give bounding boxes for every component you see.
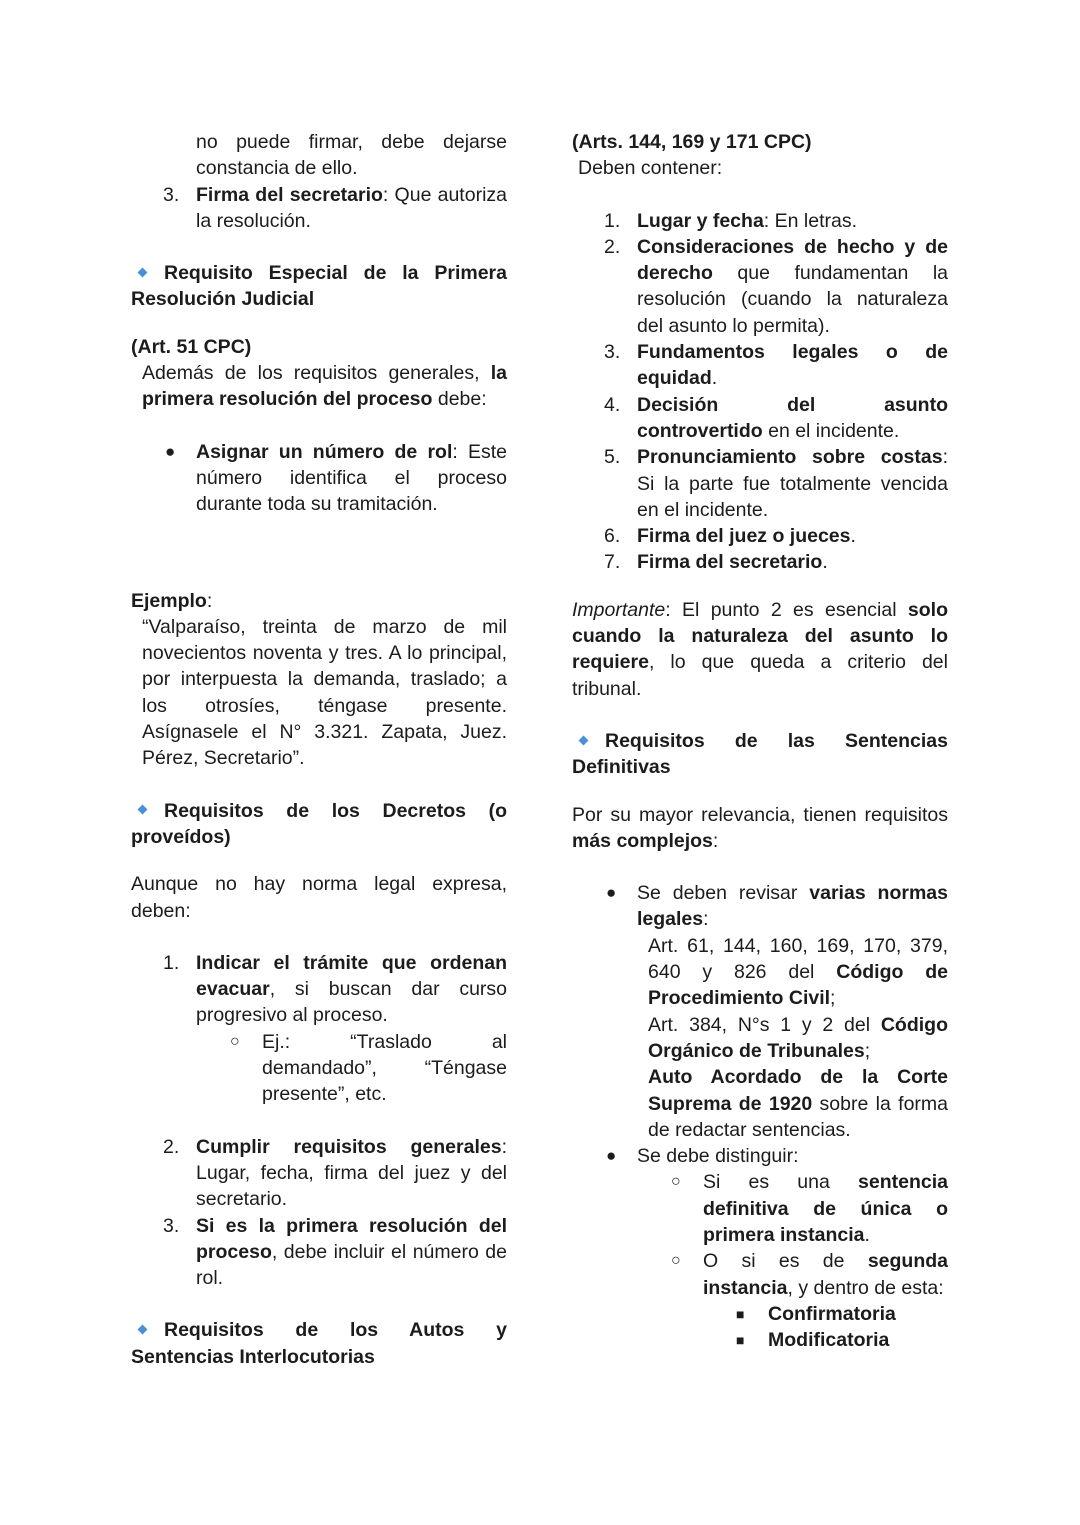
list-item-text: : Que autoriza la resolución. <box>196 183 507 232</box>
text: : <box>712 829 719 852</box>
decretos-intro: Aunque no hay norma legal expresa, deben: <box>131 873 507 922</box>
list-number: 3. <box>163 183 180 206</box>
square-bullet-icon: ■ <box>736 1305 745 1322</box>
text: . <box>864 1223 870 1246</box>
text: : <box>703 908 709 931</box>
diamond-bullet-icon <box>138 805 148 815</box>
sub-list-item <box>572 1248 948 1301</box>
bold-text: Confirmatoria <box>768 1302 896 1325</box>
bold-text: la primera resolución del proceso <box>142 362 507 411</box>
text: ; <box>830 987 836 1010</box>
list-item <box>572 234 948 339</box>
list-item <box>572 549 948 575</box>
list-number: 4. <box>604 393 621 416</box>
article-reference: (Arts. 144, 169 y 171 CPC) <box>572 131 812 153</box>
list-item <box>572 339 948 392</box>
bold-text: más complejos <box>572 829 713 852</box>
diamond-bullet-icon <box>579 735 589 745</box>
italic-label: Importante <box>572 598 666 621</box>
list-number: 1. <box>604 209 621 232</box>
section-heading-definitivas <box>572 728 948 781</box>
example-text: “Valparaíso, treinta de marzo de mil novecientos noventa y tres. A lo principal, por interpuesta la demanda, traslado; a los otrosíes, téngase presente. Asígnasele el N° 3.321. Zapata, Juez. Pérez, Secretario”. <box>142 615 507 770</box>
text: O si es de <box>703 1250 868 1273</box>
text: debe: <box>432 388 487 411</box>
deben-contener: Deben contener: <box>578 157 723 180</box>
list-item-text: : Lugar, fecha, firma del juez y del secretario. <box>196 1135 507 1211</box>
bullet-icon: ● <box>606 1146 617 1166</box>
list-item-bold: Firma del secretario <box>196 183 383 206</box>
example-label <box>131 588 507 614</box>
text: Art. 384, N°s 1 y 2 del <box>648 1013 881 1036</box>
list-item-text: en el incidente. <box>762 419 900 442</box>
diamond-bullet-icon <box>138 1325 148 1335</box>
cpc-reference <box>637 933 948 1012</box>
list-item-bold: Firma del secretario <box>637 551 823 574</box>
text: Por su mayor relevancia, tienen requisitos <box>572 803 948 826</box>
left-column <box>131 129 507 1370</box>
list-number: 7. <box>604 551 621 574</box>
section-heading-decretos <box>131 798 507 851</box>
list-number: 2. <box>604 235 621 258</box>
bold-text: Modificatoria <box>768 1329 890 1352</box>
text: , lo que queda a criterio del tribunal. <box>572 651 948 700</box>
list-item-bold: Cumplir requisitos generales <box>196 1135 502 1158</box>
list-number: 1. <box>163 951 180 974</box>
bold-text: varias normas legales <box>637 882 949 931</box>
list-number: 3. <box>604 341 621 364</box>
list-item-bold: Indicar el trámite que ordenan evacuar <box>196 951 507 1001</box>
text: : El punto 2 es esencial <box>665 598 908 621</box>
paragraph <box>131 360 507 413</box>
firma-juez-continuation: no puede firmar, debe dejarse constancia de ello. <box>196 131 507 180</box>
list-item-bold: Lugar y fecha <box>637 209 764 232</box>
circle-bullet-icon: ○ <box>671 1252 681 1270</box>
heading-text: Requisito Especial de la Primera Resolución Judicial <box>131 262 507 311</box>
bold-text: segunda instancia <box>703 1250 948 1299</box>
list-item <box>572 208 948 234</box>
list-item <box>572 444 948 523</box>
list-item <box>572 523 948 549</box>
bold-text: Código Orgánico de Tribunales <box>648 1013 948 1062</box>
list-item-text: : Este número identifica el proceso durante toda su tramitación. <box>196 440 508 516</box>
text: Se deben revisar <box>637 882 810 905</box>
list-item-bold: Si es la primera resolución del proceso <box>196 1214 507 1263</box>
list-item-bold: Consideraciones de hecho y de derecho <box>637 235 948 285</box>
heading-text: Requisitos de los Autos y Sentencias Interlocutorias <box>131 1319 507 1368</box>
section-heading-primera-resolucion <box>131 260 507 313</box>
right-column <box>572 129 948 1353</box>
article-reference: (Art. 51 CPC) <box>131 335 252 358</box>
sub-list-item <box>131 1029 507 1108</box>
list-item <box>131 1213 507 1292</box>
text: Además de los requisitos generales, <box>142 362 491 385</box>
circle-bullet-icon: ○ <box>230 1032 240 1050</box>
list-number: 2. <box>163 1135 180 1158</box>
sub-sub-list-item <box>572 1327 948 1353</box>
text: , y dentro de esta: <box>787 1276 944 1299</box>
sub-list-text: Ej.: “Traslado al demandado”, “Téngase presente”, etc. <box>262 1030 507 1106</box>
list-item <box>131 439 507 518</box>
list-item <box>131 1134 507 1213</box>
bullet-icon: ● <box>165 441 176 461</box>
bold-text: sentencia definitiva de única o primera instancia <box>703 1171 948 1246</box>
bold-text: Código de Procedimiento Civil <box>648 961 949 1010</box>
list-number: 6. <box>604 525 621 548</box>
list-item-text: : Si la parte fue totalmente vencida en el incidente. <box>637 446 948 521</box>
heading-text: Requisitos de las Sentencias Definitivas <box>572 729 948 779</box>
heading-text: Requisitos de los Decretos (o proveídos) <box>131 799 507 848</box>
text: Se debe distinguir: <box>637 1145 799 1168</box>
sub-sub-list-item <box>572 1301 948 1327</box>
diamond-bullet-icon <box>138 268 148 278</box>
text: : <box>206 589 213 612</box>
list-item-text: . <box>822 551 828 574</box>
list-item-bold: Asignar un número de rol <box>196 440 453 463</box>
sub-list-item <box>572 1169 948 1248</box>
list-item-bold: Fundamentos legales o de equidad <box>637 341 948 390</box>
text: Si es una <box>703 1171 859 1194</box>
list-item-bold: Firma del juez o jueces <box>637 525 851 548</box>
paragraph <box>572 802 948 855</box>
list-item-bold: Pronunciamiento sobre costas <box>637 446 943 469</box>
square-bullet-icon: ■ <box>736 1332 745 1349</box>
text: Art. 61, 144, 160, 169, 170, 379, 640 y 826 del <box>648 934 948 984</box>
bold-text: solo cuando la naturaleza del asunto lo requiere <box>572 598 948 674</box>
circle-bullet-icon: ○ <box>671 1173 681 1191</box>
bold-text: Ejemplo <box>131 589 207 612</box>
list-item <box>572 392 948 445</box>
section-heading-autos <box>131 1317 507 1370</box>
list-item <box>572 880 948 1143</box>
list-item-text: que fundamentan la resolución (cuando la naturaleza del asunto lo permita). <box>637 262 948 337</box>
list-number: 3. <box>163 1214 180 1237</box>
cot-reference <box>637 1012 948 1065</box>
bullet-icon: ● <box>606 883 617 903</box>
list-item-text: , si buscan dar curso progresivo al proceso. <box>196 978 507 1027</box>
list-item-text: . <box>711 367 718 390</box>
list-item <box>572 1143 948 1169</box>
text: sobre la forma de redactar sentencias. <box>648 1092 948 1141</box>
list-item <box>131 182 507 235</box>
list-item-text: . <box>850 525 856 548</box>
text: ; <box>864 1039 871 1062</box>
list-number: 5. <box>604 446 621 469</box>
list-item <box>131 950 507 1029</box>
auto-acordado-reference <box>637 1064 948 1143</box>
list-item-bold: Decisión del asunto controvertido <box>637 393 948 442</box>
importante-note <box>572 597 948 702</box>
bold-text: Auto Acordado de la Corte Suprema de 1920 <box>648 1066 948 1115</box>
list-item-text: , debe incluir el número de rol. <box>196 1240 507 1290</box>
list-item-text: : En letras. <box>763 209 858 232</box>
